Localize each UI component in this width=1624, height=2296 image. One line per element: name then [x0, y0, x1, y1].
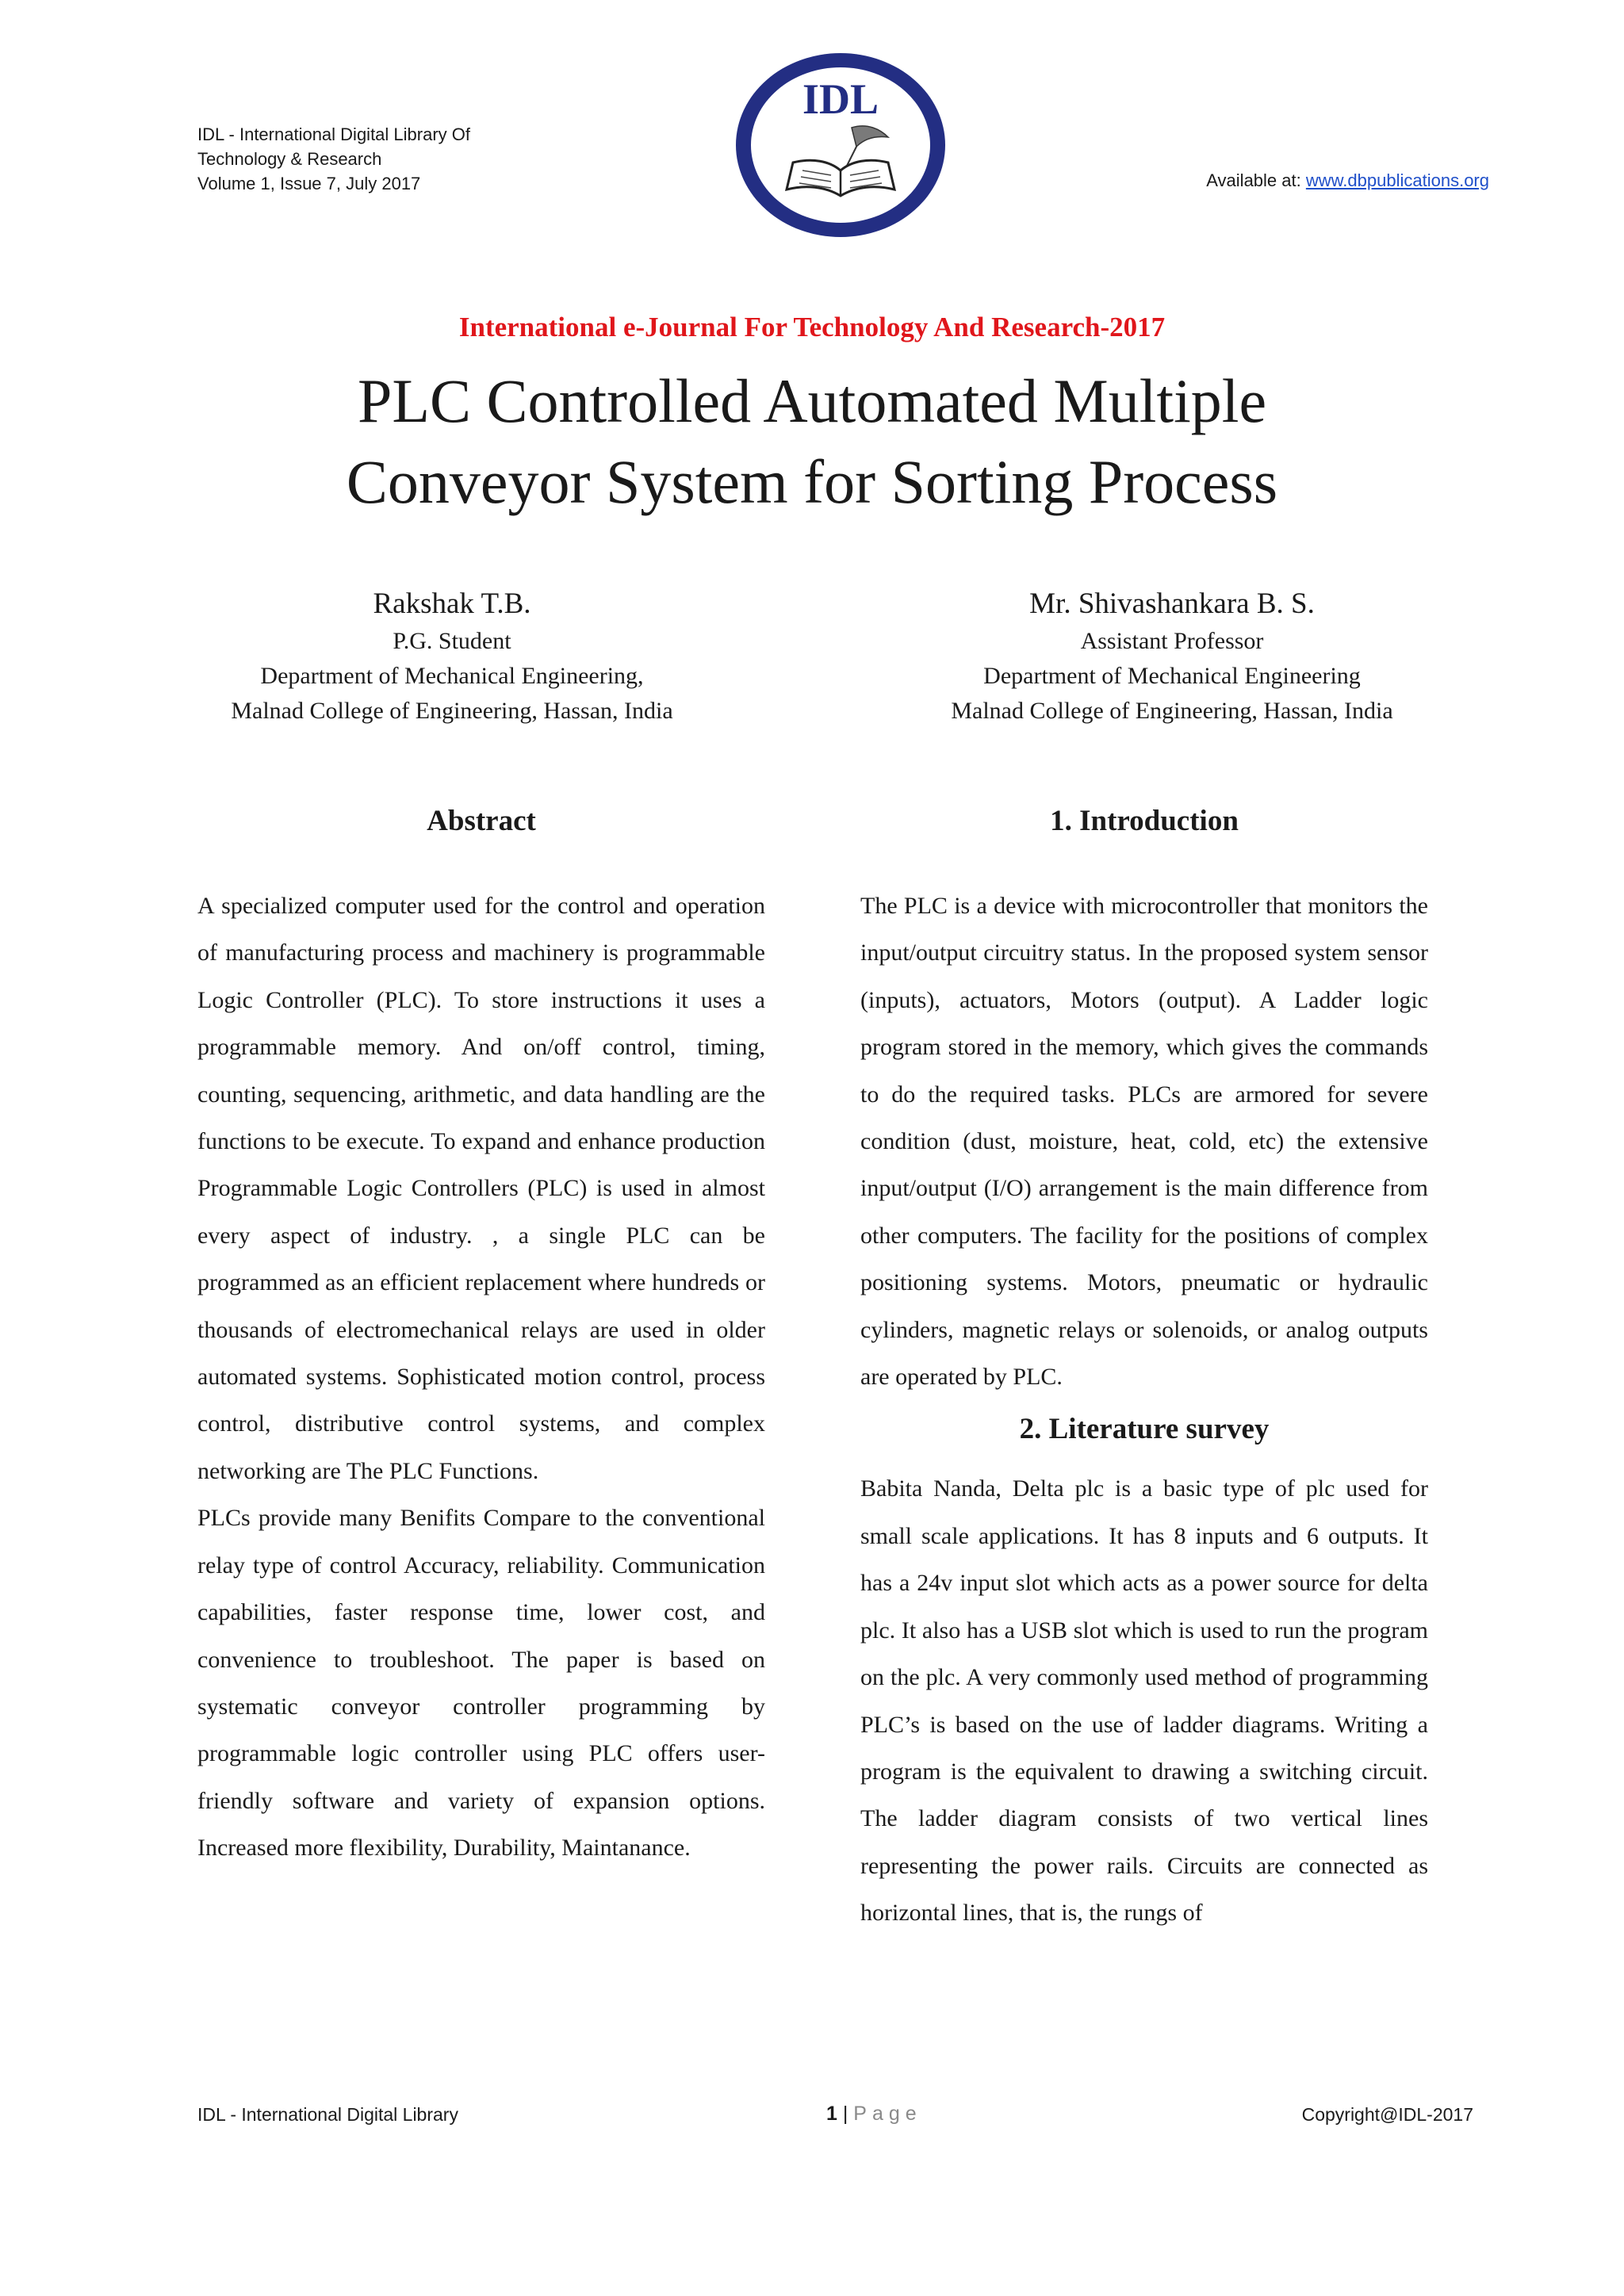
header-line: Technology & Research	[197, 149, 382, 169]
introduction-paragraph: The PLC is a device with microcontroller that monitors the input/output circuitry status. In the proposed system sensor (inputs), actuators, Motors (output). A Ladder logic program stored in the memory, which gives the commands to do the required tasks. PLCs are armored for severe condition (dust, moisture, heat, cold, etc) the extensive input/output (I/O) arrangement is the main difference from other computers. The facility for the positions of complex positioning systems. Motors, pneumatic or hydraulic cylinders, magnetic relays or solenoids, or analog outputs are operated by PLC.	[860, 893, 1428, 1391]
literature-survey-paragraph: Babita Nanda, Delta plc is a basic type of plc used for small scale applications. It has 8 inputs and 6 outputs. It has a 24v input slot which acts as a power source for delta plc. It also has a USB slot which is used to run the program on the plc. A very commonly used method of programming PLC’s is based on the use of ladder diagrams. Writing a program is the equivalent to drawing a switching circuit. The ladder diagram consists of two vertical lines representing the power rails. Circuits are connected as horizontal lines, that is, the rungs of	[860, 1475, 1428, 1927]
author-name: Rakshak T.B.	[373, 587, 531, 620]
publisher-link[interactable]: www.dbpublications.org	[1305, 170, 1489, 190]
available-label: Available at:	[1206, 170, 1306, 190]
idl-logo	[733, 50, 948, 240]
logo-text: IDL	[802, 75, 879, 123]
availability-note	[1206, 170, 1489, 191]
page-number-value: 1	[826, 2103, 837, 2125]
title-line: PLC Controlled Automated Multiple	[357, 366, 1267, 435]
journal-name: International e-Journal For Technology And Research-2017	[458, 312, 1166, 342]
author-block	[151, 584, 753, 729]
author-role: Assistant Professor	[1080, 628, 1264, 654]
abstract-paragraph: PLCs provide many Benifits Compare to the conventional relay type of control Accuracy, reliability. Communication capabilities, faster response time, lower cost, and convenience to troubleshoot. The paper is based on systematic conveyor controller programming by programmable logic controller using PLC offers user-friendly software and variety of expansion options. Increased more flexibility, Durability, Maintanance.	[197, 1505, 765, 1862]
author-role: P.G. Student	[393, 628, 511, 654]
footer-copyright: Copyright@IDL-2017	[1301, 2104, 1473, 2125]
page-word: Page	[853, 2103, 922, 2125]
footer-publisher: IDL - International Digital Library	[197, 2104, 458, 2125]
author-block	[871, 584, 1473, 729]
abstract-column	[197, 795, 765, 1872]
author-affiliation: Malnad College of Engineering, Hassan, India	[231, 698, 673, 724]
author-affiliation: Malnad College of Engineering, Hassan, India	[951, 698, 1393, 724]
journal-header-info	[197, 122, 570, 196]
header-line: Volume 1, Issue 7, July 2017	[197, 174, 421, 193]
author-name: Mr. Shivashankara B. S.	[1029, 587, 1315, 620]
page-separator: |	[837, 2103, 854, 2125]
header-line: IDL - International Digital Library Of	[197, 124, 470, 144]
body-column	[860, 795, 1428, 1937]
introduction-heading: 1. Introduction	[1050, 805, 1239, 837]
title-line: Conveyor System for Sorting Process	[346, 447, 1278, 516]
author-department: Department of Mechanical Engineering,	[260, 663, 644, 689]
literature-survey-heading: 2. Literature survey	[1019, 1413, 1270, 1446]
author-department: Department of Mechanical Engineering	[983, 663, 1361, 689]
paper-title	[0, 361, 1624, 522]
abstract-heading: Abstract	[427, 805, 536, 837]
page-number	[826, 2103, 922, 2126]
abstract-paragraph: A specialized computer used for the control and operation of manufacturing process and machinery is programmable Logic Controller (PLC). To store instructions it uses a programmable memory. And on/off control, timing, counting, sequencing, arithmetic, and data handling are the functions to be execute. To expand and enhance production Programmable Logic Controllers (PLC) is used in almost every aspect of industry. , a single PLC can be programmed as an efficient replacement where hundreds or thousands of electromechanical relays are used in older automated systems. Sophisticated motion control, process control, distributive control systems, and complex networking are The PLC Functions.	[197, 893, 765, 1484]
